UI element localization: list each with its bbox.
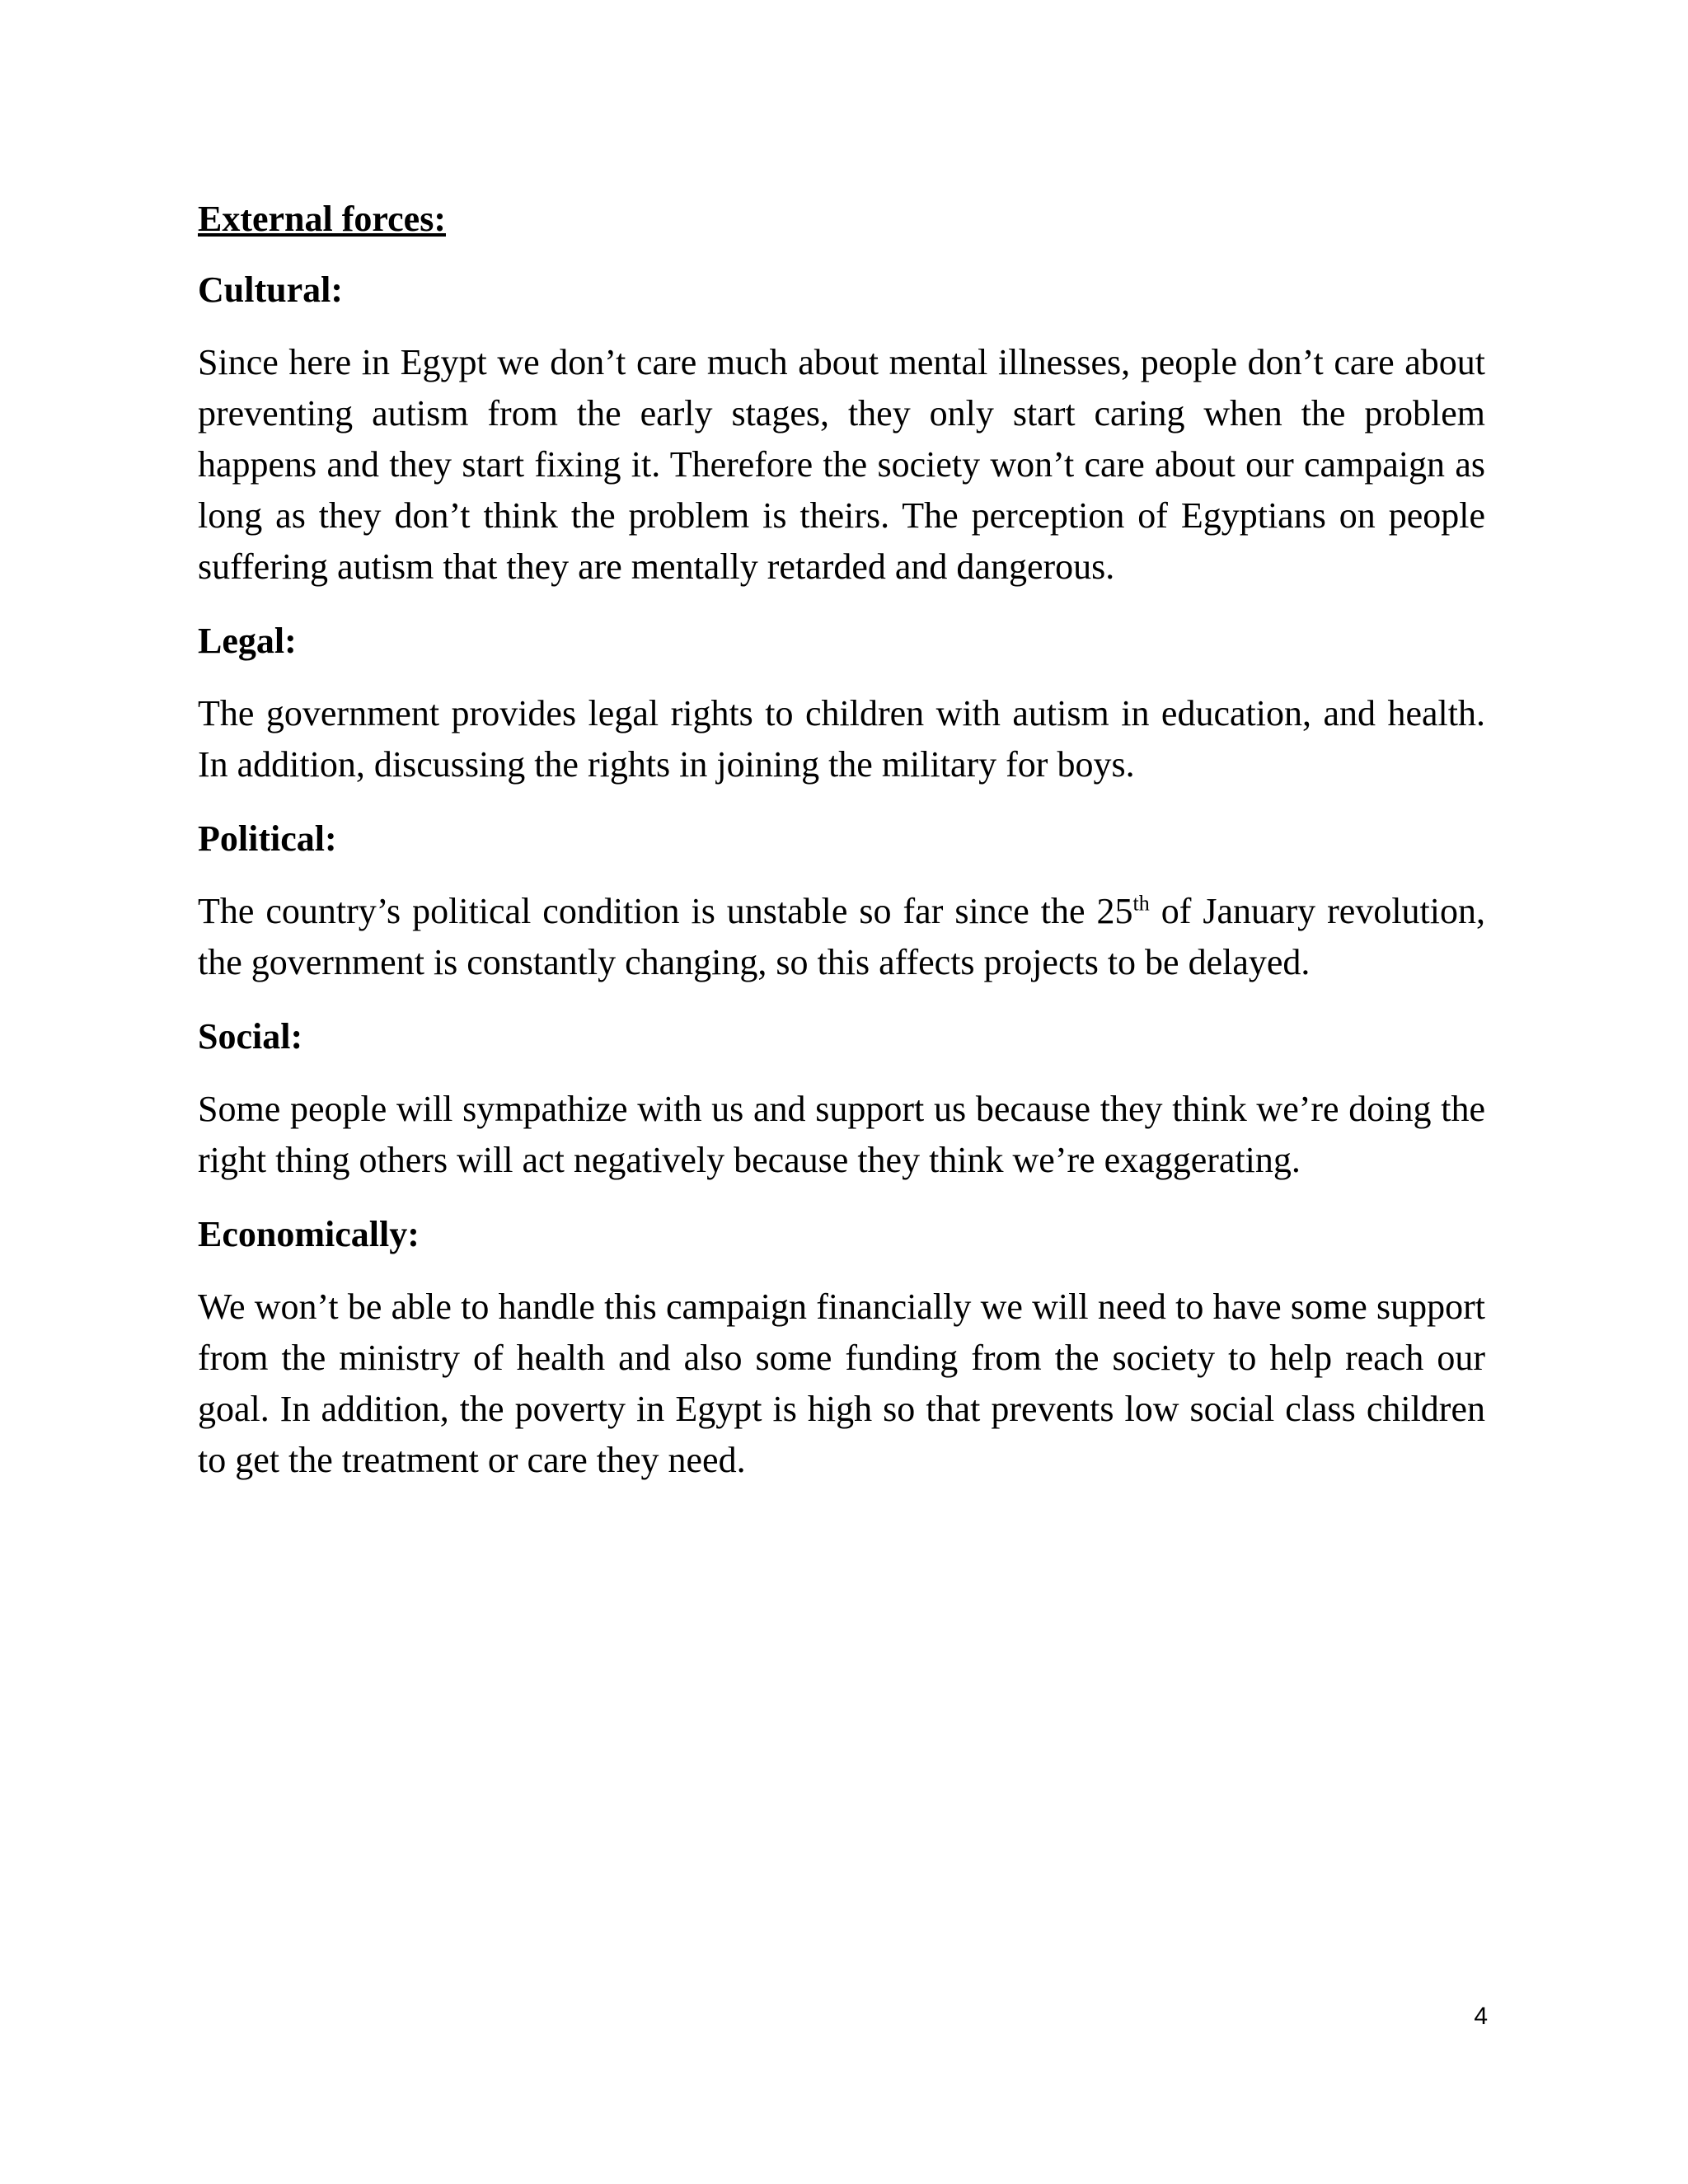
- main-heading: External forces:: [198, 199, 446, 239]
- section-heading-economically: Economically:: [198, 1214, 420, 1254]
- page-content: [198, 194, 1485, 1509]
- paragraph-legal: The government provides legal rights to children with autism in education, and health. In addition, discussing the rights in joining the military for boys.: [198, 693, 1485, 785]
- section-heading-social: Social:: [198, 1016, 303, 1057]
- section-heading-cultural: Cultural:: [198, 269, 343, 310]
- paragraph-political: [198, 886, 1485, 988]
- section-heading-political: Political:: [198, 818, 337, 859]
- page-number: 4: [1474, 2003, 1488, 2030]
- political-text-end: of January revolution, the government is constantly changing, so this affects projects to be delayed.: [198, 891, 1486, 982]
- paragraph-cultural: Since here in Egypt we don’t care much about mental illnesses, people don’t care about preventing autism from the early stages, they only start caring when the problem happens and they start fixing it. Therefore the society won’t care about our campaign as long as they don’t think the problem is theirs. The perception of Egyptians on people suffering autism that they are mentally retarded and dangerous.: [198, 342, 1485, 587]
- paragraph-social: Some people will sympathize with us and support us because they think we’re doing the right thing others will act negatively because they think we’re exaggerating.: [198, 1089, 1485, 1180]
- section-heading-legal: Legal:: [198, 621, 297, 661]
- ordinal-suffix: th: [1132, 891, 1150, 916]
- paragraph-economically: We won’t be able to handle this campaign financially we will need to have some support from the ministry of health and also some funding from the society to help reach our goal. In addition, the poverty in Egypt is high so that prevents low social class children to get the treatment or care they need.: [198, 1286, 1485, 1480]
- political-text-start: The country’s political condition is unstable so far since the 25: [198, 891, 1133, 931]
